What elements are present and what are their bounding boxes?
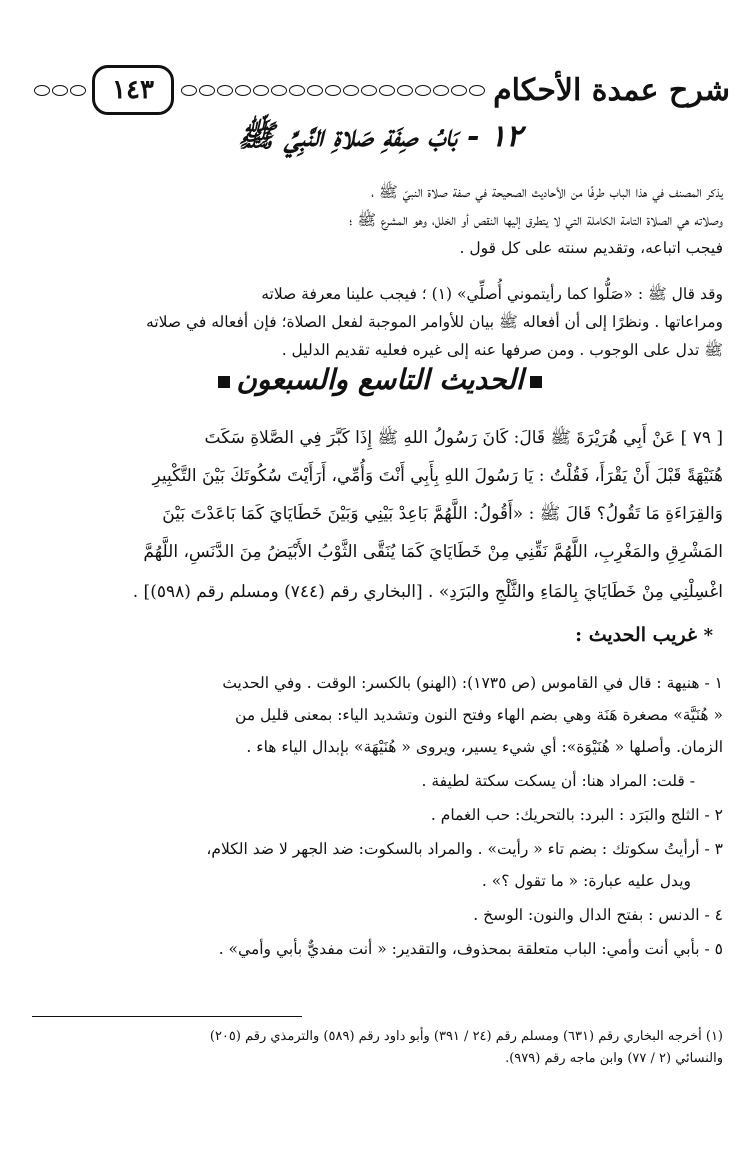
section-heading	[90, 363, 670, 396]
intro-line-3: فيجب اتباعه، وتقديم سنته على كل قول .	[459, 239, 723, 257]
page-header	[30, 64, 730, 116]
intro-line-1: يذكر المصنف في هذا الباب طرفًا من الأحاديث الصحيحة في صفة صلاة النبيّ ﷺ ،	[371, 183, 723, 201]
para2-line-1: وقد قال ﷺ : «صَلُّوا كما رأيتموني أُصلِّي» (١) ؛ فيجب علينا معرفة صلاته	[261, 285, 723, 303]
chapter-heading: ١٢ - بَابُ صِفَةِ صَلاةِ النَّبِيِّ ﷺ	[237, 119, 523, 154]
section-heading-text: الحديث التاسع والسبعون	[236, 363, 524, 396]
square-ornament	[530, 376, 542, 388]
gharib-item: ويدل عليه عبارة: « ما تقول ؟» .	[481, 872, 691, 890]
square-ornament	[218, 376, 230, 388]
gharib-heading-text: غريب الحديث :	[575, 624, 697, 646]
gharib-item: ٣ - أرأيتُ سكوتك : بضم تاء « رأيت» . والمراد بالسكوت: ضد الجهر لا ضد الكلام،	[206, 840, 723, 858]
footnote-line-1: (١) أخرجه البخاري رقم (٦٣١) ومسلم رقم (٢٤ / ٣٩١) وأبو داود رقم (٥٨٩) والترمذي رقم (٢٠٥)	[209, 1029, 723, 1044]
footnote-line-2: والنسائي (٢ / ٧٧) وابن ماجه رقم (٩٧٩).	[505, 1051, 723, 1066]
page-number: ١٤٣	[92, 65, 174, 115]
hadith-line-2: هُنَيْهَةً قَبْلَ أَنْ يَقْرَأَ، فَقُلْتُ : يَا رَسُولَ اللهِ بِأَبِي أَنْتَ وَأُمِّي، أَرَأَيْتَ سُكُوتَكَ بَيْنَ التَّكْبِيرِ	[152, 466, 723, 486]
running-title: شرح عمدة الأحكام	[493, 72, 730, 108]
chain-ornament	[180, 83, 485, 97]
star-bullet: *	[703, 625, 713, 646]
para2-line-2: ومراعاتها . ونظرًا إلى أن أفعاله ﷺ بيان للأوامر الموجبة لفعل الصلاة؛ فإن أفعاله في صلاته	[146, 313, 723, 331]
para2-line-3: ﷺ تدل على الوجوب . ومن صرفها عنه إلى غيره فعليه تقديم الدليل .	[281, 341, 723, 359]
gharib-item: ٢ - الثلج والبَرَد : البرد: بالتحريك: حب الغمام .	[430, 806, 723, 824]
footnote-divider	[32, 1016, 302, 1017]
gharib-item: ٥ - بأبي أنت وأمي: الباب متعلقة بمحذوف، والتقدير: « أنت مفديٌّ بأبي وأمي» .	[218, 940, 723, 958]
hadith-line-3: وَالقِرَاءَةِ مَا تَقُولُ؟ قَالَ ﷺ : «أَقُولُ: اللَّهُمَّ بَاعِدْ بَيْنِي وَبَيْنَ خَطَايَايَ كَمَا بَاعَدْتَ بَيْنَ	[162, 504, 723, 524]
gharib-item: ٤ - الدنس : بفتح الدال والنون: الوسخ .	[473, 906, 723, 924]
hadith-line-4: المَشْرِقِ والمَغْرِبِ، اللَّهُمَّ نَقِّنِي مِنْ خَطَايَايَ كَمَا يُنَقَّى الثَّوْبُ الأَبْيَضُ مِنَ الدَّنَسِ، اللَّهُمَّ	[143, 542, 723, 562]
gharib-heading	[575, 624, 713, 646]
gharib-item: ١ - هنيهة : قال في القاموس (ص ١٧٣٥): (الهنو) بالكسر: الوقت . وفي الحديث	[222, 674, 723, 692]
hadith-line-5: اغْسِلْنِي مِنْ خَطَايَايَ بِالمَاءِ والثَّلْجِ والبَرَدِ» . [البخاري رقم (٧٤٤) ومسلم رقم (٥٩٨)] .	[132, 582, 723, 602]
chain-ornament-short	[30, 83, 86, 97]
hadith-line-1: [ ٧٩ ] عَنْ أَبِي هُرَيْرَةَ ﷺ قَالَ: كَانَ رَسُولُ اللهِ ﷺ إِذَا كَبَّرَ فِي الصَّلاةِ سَكَتَ	[204, 428, 723, 448]
intro-line-2: وصلاته هي الصلاة التامة الكاملة التي لا يتطرق إليها النقص أو الخلل، وهو المشرع ﷺ ؛	[349, 211, 723, 229]
gharib-item: « هُنَيَّة» مصغرة هَنَة وهي بضم الهاء وفتح النون وتشديد الياء: بمعنى قليل من	[235, 706, 723, 724]
gharib-item: - قلت: المراد هنا: أن يسكت سكتة لطيفة .	[421, 772, 695, 790]
gharib-item: الزمان. وأصلها « هُنَيْوَة»: أي شيء يسير، ويروى « هُنَيْهَة» بإبدال الياء هاء .	[246, 738, 723, 756]
